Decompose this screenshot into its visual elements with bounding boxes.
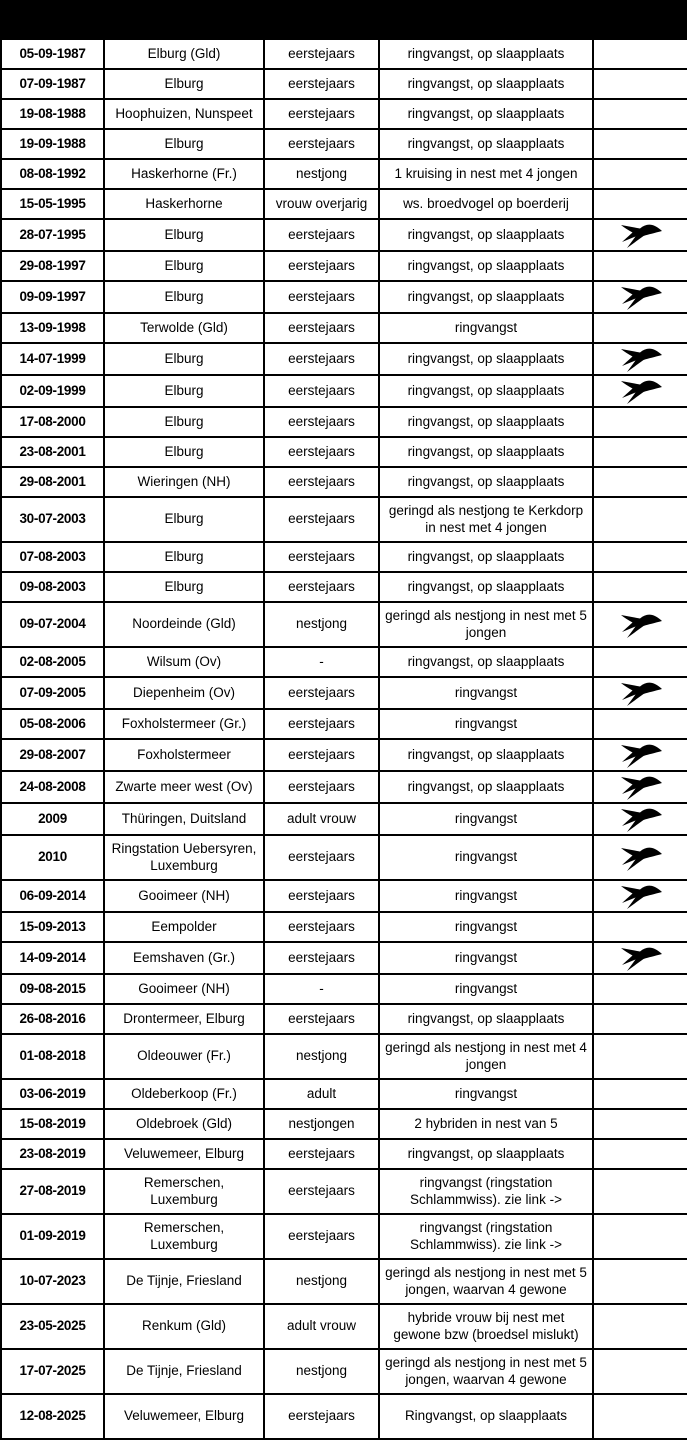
details-cell: ringvangst bbox=[379, 709, 593, 739]
age-cell: eerstejaars bbox=[264, 437, 379, 467]
icon-cell bbox=[593, 1259, 687, 1304]
icon-cell bbox=[593, 542, 687, 572]
location-cell: Diepenheim (Ov) bbox=[104, 677, 264, 709]
date-cell: 13-09-1998 bbox=[1, 313, 104, 343]
table-row bbox=[1, 159, 687, 189]
header-cell-date bbox=[1, 1, 104, 39]
table-row bbox=[1, 912, 687, 942]
icon-cell bbox=[593, 159, 687, 189]
icon-cell bbox=[593, 69, 687, 99]
details-cell: ringvangst, op slaapplaats bbox=[379, 542, 593, 572]
age-cell: eerstejaars bbox=[264, 709, 379, 739]
age-cell: eerstejaars bbox=[264, 771, 379, 803]
icon-cell bbox=[593, 602, 687, 647]
header-cell-age bbox=[264, 1, 379, 39]
age-cell: eerstejaars bbox=[264, 39, 379, 69]
location-cell: De Tijnje, Friesland bbox=[104, 1349, 264, 1394]
details-cell: ringvangst bbox=[379, 803, 593, 835]
table-row bbox=[1, 343, 687, 375]
icon-cell bbox=[593, 437, 687, 467]
location-cell: Elburg bbox=[104, 281, 264, 313]
details-cell: ringvangst, op slaapplaats bbox=[379, 647, 593, 677]
location-cell: Elburg bbox=[104, 542, 264, 572]
date-cell: 03-06-2019 bbox=[1, 1079, 104, 1109]
table-row bbox=[1, 835, 687, 880]
location-cell: Elburg bbox=[104, 219, 264, 251]
age-cell: eerstejaars bbox=[264, 497, 379, 542]
location-cell: Haskerhorne (Fr.) bbox=[104, 159, 264, 189]
age-cell: eerstejaars bbox=[264, 1139, 379, 1169]
table-row bbox=[1, 407, 687, 437]
icon-cell bbox=[593, 677, 687, 709]
table-row bbox=[1, 69, 687, 99]
age-cell: eerstejaars bbox=[264, 343, 379, 375]
table-row bbox=[1, 39, 687, 69]
date-cell: 29-08-1997 bbox=[1, 251, 104, 281]
icon-cell bbox=[593, 572, 687, 602]
table-row bbox=[1, 1079, 687, 1109]
details-cell: ws. broedvogel op boerderij bbox=[379, 189, 593, 219]
details-cell: ringvangst bbox=[379, 880, 593, 912]
location-cell: Elburg bbox=[104, 343, 264, 375]
details-cell: ringvangst bbox=[379, 912, 593, 942]
details-cell: ringvangst bbox=[379, 313, 593, 343]
header-cell-location bbox=[104, 1, 264, 39]
table-row bbox=[1, 497, 687, 542]
location-cell: Wieringen (NH) bbox=[104, 467, 264, 497]
table-row bbox=[1, 1139, 687, 1169]
age-cell: eerstejaars bbox=[264, 69, 379, 99]
swallow-icon[interactable] bbox=[619, 882, 663, 910]
table-row bbox=[1, 313, 687, 343]
location-cell: Terwolde (Gld) bbox=[104, 313, 264, 343]
swallow-icon[interactable] bbox=[619, 805, 663, 833]
details-cell: ringvangst, op slaapplaats bbox=[379, 251, 593, 281]
swallow-icon[interactable] bbox=[619, 377, 663, 405]
age-cell: vrouw overjarig bbox=[264, 189, 379, 219]
age-cell: eerstejaars bbox=[264, 542, 379, 572]
details-cell: ringvangst, op slaapplaats bbox=[379, 219, 593, 251]
date-cell: 10-07-2023 bbox=[1, 1259, 104, 1304]
swallow-icon[interactable] bbox=[619, 611, 663, 639]
swallow-icon[interactable] bbox=[619, 741, 663, 769]
date-cell: 29-08-2001 bbox=[1, 467, 104, 497]
date-cell: 07-09-2005 bbox=[1, 677, 104, 709]
location-cell: Elburg bbox=[104, 129, 264, 159]
swallow-icon[interactable] bbox=[619, 679, 663, 707]
location-cell: Elburg bbox=[104, 251, 264, 281]
date-cell: 2010 bbox=[1, 835, 104, 880]
location-cell: Oldeouwer (Fr.) bbox=[104, 1034, 264, 1079]
table-body bbox=[1, 39, 687, 1439]
date-cell: 23-08-2001 bbox=[1, 437, 104, 467]
details-cell: ringvangst (ringstation Schlammwiss). zie link -> bbox=[379, 1214, 593, 1259]
age-cell: nestjong bbox=[264, 159, 379, 189]
table-row bbox=[1, 572, 687, 602]
date-cell: 09-09-1997 bbox=[1, 281, 104, 313]
icon-cell bbox=[593, 835, 687, 880]
table-header bbox=[1, 1, 687, 39]
details-cell: ringvangst bbox=[379, 942, 593, 974]
date-cell: 02-08-2005 bbox=[1, 647, 104, 677]
location-cell: Oldeberkoop (Fr.) bbox=[104, 1079, 264, 1109]
date-cell: 08-08-1992 bbox=[1, 159, 104, 189]
location-cell: Thüringen, Duitsland bbox=[104, 803, 264, 835]
table-row bbox=[1, 99, 687, 129]
location-cell: Veluwemeer, Elburg bbox=[104, 1394, 264, 1439]
location-cell: Eemshaven (Gr.) bbox=[104, 942, 264, 974]
icon-cell bbox=[593, 1304, 687, 1349]
age-cell: nestjong bbox=[264, 1034, 379, 1079]
icon-cell bbox=[593, 407, 687, 437]
date-cell: 29-08-2007 bbox=[1, 739, 104, 771]
table-row bbox=[1, 1304, 687, 1349]
icon-cell bbox=[593, 709, 687, 739]
details-cell: ringvangst, op slaapplaats bbox=[379, 739, 593, 771]
location-cell: Elburg bbox=[104, 497, 264, 542]
location-cell: Veluwemeer, Elburg bbox=[104, 1139, 264, 1169]
age-cell: eerstejaars bbox=[264, 942, 379, 974]
location-cell: Ringstation Uebersyren, Luxemburg bbox=[104, 835, 264, 880]
location-cell: Gooimeer (NH) bbox=[104, 974, 264, 1004]
table-row bbox=[1, 1349, 687, 1394]
date-cell: 2009 bbox=[1, 803, 104, 835]
date-cell: 01-08-2018 bbox=[1, 1034, 104, 1079]
location-cell: Foxholstermeer (Gr.) bbox=[104, 709, 264, 739]
swallow-icon[interactable] bbox=[619, 773, 663, 801]
icon-cell bbox=[593, 1169, 687, 1214]
age-cell: eerstejaars bbox=[264, 739, 379, 771]
icon-cell bbox=[593, 129, 687, 159]
table-row bbox=[1, 129, 687, 159]
details-cell: ringvangst, op slaapplaats bbox=[379, 771, 593, 803]
age-cell: eerstejaars bbox=[264, 313, 379, 343]
date-cell: 28-07-1995 bbox=[1, 219, 104, 251]
age-cell: adult vrouw bbox=[264, 803, 379, 835]
details-cell: hybride vrouw bij nest met gewone bzw (broedsel mislukt) bbox=[379, 1304, 593, 1349]
details-cell: ringvangst, op slaapplaats bbox=[379, 375, 593, 407]
icon-cell bbox=[593, 1004, 687, 1034]
table-row bbox=[1, 1259, 687, 1304]
age-cell: eerstejaars bbox=[264, 1169, 379, 1214]
date-cell: 17-07-2025 bbox=[1, 1349, 104, 1394]
icon-cell bbox=[593, 1079, 687, 1109]
location-cell: Elburg bbox=[104, 69, 264, 99]
details-cell: ringvangst bbox=[379, 677, 593, 709]
date-cell: 09-08-2003 bbox=[1, 572, 104, 602]
table-row bbox=[1, 880, 687, 912]
age-cell: eerstejaars bbox=[264, 880, 379, 912]
table-row bbox=[1, 1169, 687, 1214]
details-cell: ringvangst, op slaapplaats bbox=[379, 407, 593, 437]
table-row bbox=[1, 803, 687, 835]
details-cell: ringvangst, op slaapplaats bbox=[379, 69, 593, 99]
date-cell: 15-09-2013 bbox=[1, 912, 104, 942]
icon-cell bbox=[593, 39, 687, 69]
icon-cell bbox=[593, 942, 687, 974]
age-cell: eerstejaars bbox=[264, 129, 379, 159]
table-row bbox=[1, 771, 687, 803]
icon-cell bbox=[593, 99, 687, 129]
swallow-icon[interactable] bbox=[619, 944, 663, 972]
location-cell: Elburg (Gld) bbox=[104, 39, 264, 69]
icon-cell bbox=[593, 1394, 687, 1439]
age-cell: adult vrouw bbox=[264, 1304, 379, 1349]
date-cell: 14-07-1999 bbox=[1, 343, 104, 375]
icon-cell bbox=[593, 1109, 687, 1139]
date-cell: 02-09-1999 bbox=[1, 375, 104, 407]
icon-cell bbox=[593, 467, 687, 497]
date-cell: 23-05-2025 bbox=[1, 1304, 104, 1349]
header-row bbox=[1, 1, 687, 39]
age-cell: eerstejaars bbox=[264, 1004, 379, 1034]
date-cell: 15-08-2019 bbox=[1, 1109, 104, 1139]
date-cell: 19-09-1988 bbox=[1, 129, 104, 159]
table-row bbox=[1, 1034, 687, 1079]
table-row bbox=[1, 677, 687, 709]
details-cell: ringvangst, op slaapplaats bbox=[379, 343, 593, 375]
age-cell: eerstejaars bbox=[264, 677, 379, 709]
location-cell: Elburg bbox=[104, 407, 264, 437]
age-cell: nestjong bbox=[264, 602, 379, 647]
details-cell: ringvangst, op slaapplaats bbox=[379, 1139, 593, 1169]
location-cell: Gooimeer (NH) bbox=[104, 880, 264, 912]
table-row bbox=[1, 739, 687, 771]
icon-cell bbox=[593, 974, 687, 1004]
age-cell: eerstejaars bbox=[264, 572, 379, 602]
details-cell: ringvangst, op slaapplaats bbox=[379, 572, 593, 602]
details-cell: ringvangst, op slaapplaats bbox=[379, 39, 593, 69]
icon-cell bbox=[593, 1034, 687, 1079]
location-cell: Remerschen, Luxemburg bbox=[104, 1214, 264, 1259]
table-row bbox=[1, 281, 687, 313]
date-cell: 01-09-2019 bbox=[1, 1214, 104, 1259]
icon-cell bbox=[593, 343, 687, 375]
details-cell: ringvangst, op slaapplaats bbox=[379, 99, 593, 129]
icon-cell bbox=[593, 189, 687, 219]
details-cell: ringvangst, op slaapplaats bbox=[379, 129, 593, 159]
age-cell: eerstejaars bbox=[264, 1214, 379, 1259]
details-cell: ringvangst bbox=[379, 835, 593, 880]
location-cell: Elburg bbox=[104, 572, 264, 602]
icon-cell bbox=[593, 1349, 687, 1394]
table-row bbox=[1, 942, 687, 974]
date-cell: 23-08-2019 bbox=[1, 1139, 104, 1169]
table-row bbox=[1, 1394, 687, 1439]
age-cell: - bbox=[264, 974, 379, 1004]
table-row bbox=[1, 647, 687, 677]
swallow-icon[interactable] bbox=[619, 844, 663, 872]
date-cell: 09-07-2004 bbox=[1, 602, 104, 647]
header-cell-details bbox=[379, 1, 593, 39]
date-cell: 07-08-2003 bbox=[1, 542, 104, 572]
details-cell: Ringvangst, op slaapplaats bbox=[379, 1394, 593, 1439]
age-cell: eerstejaars bbox=[264, 251, 379, 281]
icon-cell bbox=[593, 219, 687, 251]
date-cell: 26-08-2016 bbox=[1, 1004, 104, 1034]
icon-cell bbox=[593, 497, 687, 542]
table-row bbox=[1, 602, 687, 647]
date-cell: 07-09-1987 bbox=[1, 69, 104, 99]
date-cell: 06-09-2014 bbox=[1, 880, 104, 912]
details-cell: ringvangst, op slaapplaats bbox=[379, 437, 593, 467]
table-row bbox=[1, 219, 687, 251]
age-cell: nestjong bbox=[264, 1259, 379, 1304]
date-cell: 19-08-1988 bbox=[1, 99, 104, 129]
details-cell: geringd als nestjong in nest met 4 jongen bbox=[379, 1034, 593, 1079]
age-cell: - bbox=[264, 647, 379, 677]
location-cell: Eempolder bbox=[104, 912, 264, 942]
age-cell: eerstejaars bbox=[264, 1394, 379, 1439]
swallow-icon[interactable] bbox=[619, 345, 663, 373]
date-cell: 27-08-2019 bbox=[1, 1169, 104, 1214]
icon-cell bbox=[593, 1139, 687, 1169]
age-cell: nestjong bbox=[264, 1349, 379, 1394]
icon-cell bbox=[593, 880, 687, 912]
table-row bbox=[1, 1109, 687, 1139]
details-cell: geringd als nestjong te Kerkdorp in nest met 4 jongen bbox=[379, 497, 593, 542]
location-cell: Elburg bbox=[104, 437, 264, 467]
location-cell: Wilsum (Ov) bbox=[104, 647, 264, 677]
table-row bbox=[1, 1214, 687, 1259]
location-cell: Renkum (Gld) bbox=[104, 1304, 264, 1349]
location-cell: Oldebroek (Gld) bbox=[104, 1109, 264, 1139]
date-cell: 12-08-2025 bbox=[1, 1394, 104, 1439]
details-cell: ringvangst, op slaapplaats bbox=[379, 467, 593, 497]
icon-cell bbox=[593, 281, 687, 313]
location-cell: Drontermeer, Elburg bbox=[104, 1004, 264, 1034]
table-row bbox=[1, 251, 687, 281]
table-row bbox=[1, 437, 687, 467]
table-row bbox=[1, 974, 687, 1004]
table-row bbox=[1, 542, 687, 572]
age-cell: eerstejaars bbox=[264, 281, 379, 313]
icon-cell bbox=[593, 771, 687, 803]
details-cell: geringd als nestjong in nest met 5 jongen, waarvan 4 gewone bbox=[379, 1259, 593, 1304]
table-row bbox=[1, 375, 687, 407]
table-row bbox=[1, 1004, 687, 1034]
swallow-icon[interactable] bbox=[619, 221, 663, 249]
table-row bbox=[1, 709, 687, 739]
details-cell: ringvangst, op slaapplaats bbox=[379, 281, 593, 313]
icon-cell bbox=[593, 647, 687, 677]
date-cell: 30-07-2003 bbox=[1, 497, 104, 542]
icon-cell bbox=[593, 1214, 687, 1259]
location-cell: Remerschen, Luxemburg bbox=[104, 1169, 264, 1214]
location-cell: Zwarte meer west (Ov) bbox=[104, 771, 264, 803]
date-cell: 15-05-1995 bbox=[1, 189, 104, 219]
location-cell: Hoophuizen, Nunspeet bbox=[104, 99, 264, 129]
details-cell: geringd als nestjong in nest met 5 jongen bbox=[379, 602, 593, 647]
date-cell: 14-09-2014 bbox=[1, 942, 104, 974]
location-cell: Haskerhorne bbox=[104, 189, 264, 219]
details-cell: geringd als nestjong in nest met 5 jongen, waarvan 4 gewone bbox=[379, 1349, 593, 1394]
location-cell: Elburg bbox=[104, 375, 264, 407]
icon-cell bbox=[593, 375, 687, 407]
age-cell: eerstejaars bbox=[264, 467, 379, 497]
age-cell: eerstejaars bbox=[264, 912, 379, 942]
date-cell: 09-08-2015 bbox=[1, 974, 104, 1004]
icon-cell bbox=[593, 251, 687, 281]
header-cell-icon bbox=[593, 1, 687, 39]
table-row bbox=[1, 467, 687, 497]
details-cell: ringvangst (ringstation Schlammwiss). zie link -> bbox=[379, 1169, 593, 1214]
details-cell: ringvangst bbox=[379, 974, 593, 1004]
age-cell: eerstejaars bbox=[264, 835, 379, 880]
swallow-icon[interactable] bbox=[619, 283, 663, 311]
date-cell: 05-09-1987 bbox=[1, 39, 104, 69]
icon-cell bbox=[593, 912, 687, 942]
age-cell: eerstejaars bbox=[264, 375, 379, 407]
age-cell: eerstejaars bbox=[264, 407, 379, 437]
details-cell: ringvangst, op slaapplaats bbox=[379, 1004, 593, 1034]
age-cell: nestjongen bbox=[264, 1109, 379, 1139]
location-cell: Noordeinde (Gld) bbox=[104, 602, 264, 647]
icon-cell bbox=[593, 313, 687, 343]
location-cell: De Tijnje, Friesland bbox=[104, 1259, 264, 1304]
age-cell: eerstejaars bbox=[264, 219, 379, 251]
icon-cell bbox=[593, 739, 687, 771]
date-cell: 17-08-2000 bbox=[1, 407, 104, 437]
date-cell: 24-08-2008 bbox=[1, 771, 104, 803]
icon-cell bbox=[593, 803, 687, 835]
table-row bbox=[1, 189, 687, 219]
age-cell: eerstejaars bbox=[264, 99, 379, 129]
details-cell: 1 kruising in nest met 4 jongen bbox=[379, 159, 593, 189]
location-cell: Foxholstermeer bbox=[104, 739, 264, 771]
details-cell: ringvangst bbox=[379, 1079, 593, 1109]
details-cell: 2 hybriden in nest van 5 bbox=[379, 1109, 593, 1139]
age-cell: adult bbox=[264, 1079, 379, 1109]
date-cell: 05-08-2006 bbox=[1, 709, 104, 739]
